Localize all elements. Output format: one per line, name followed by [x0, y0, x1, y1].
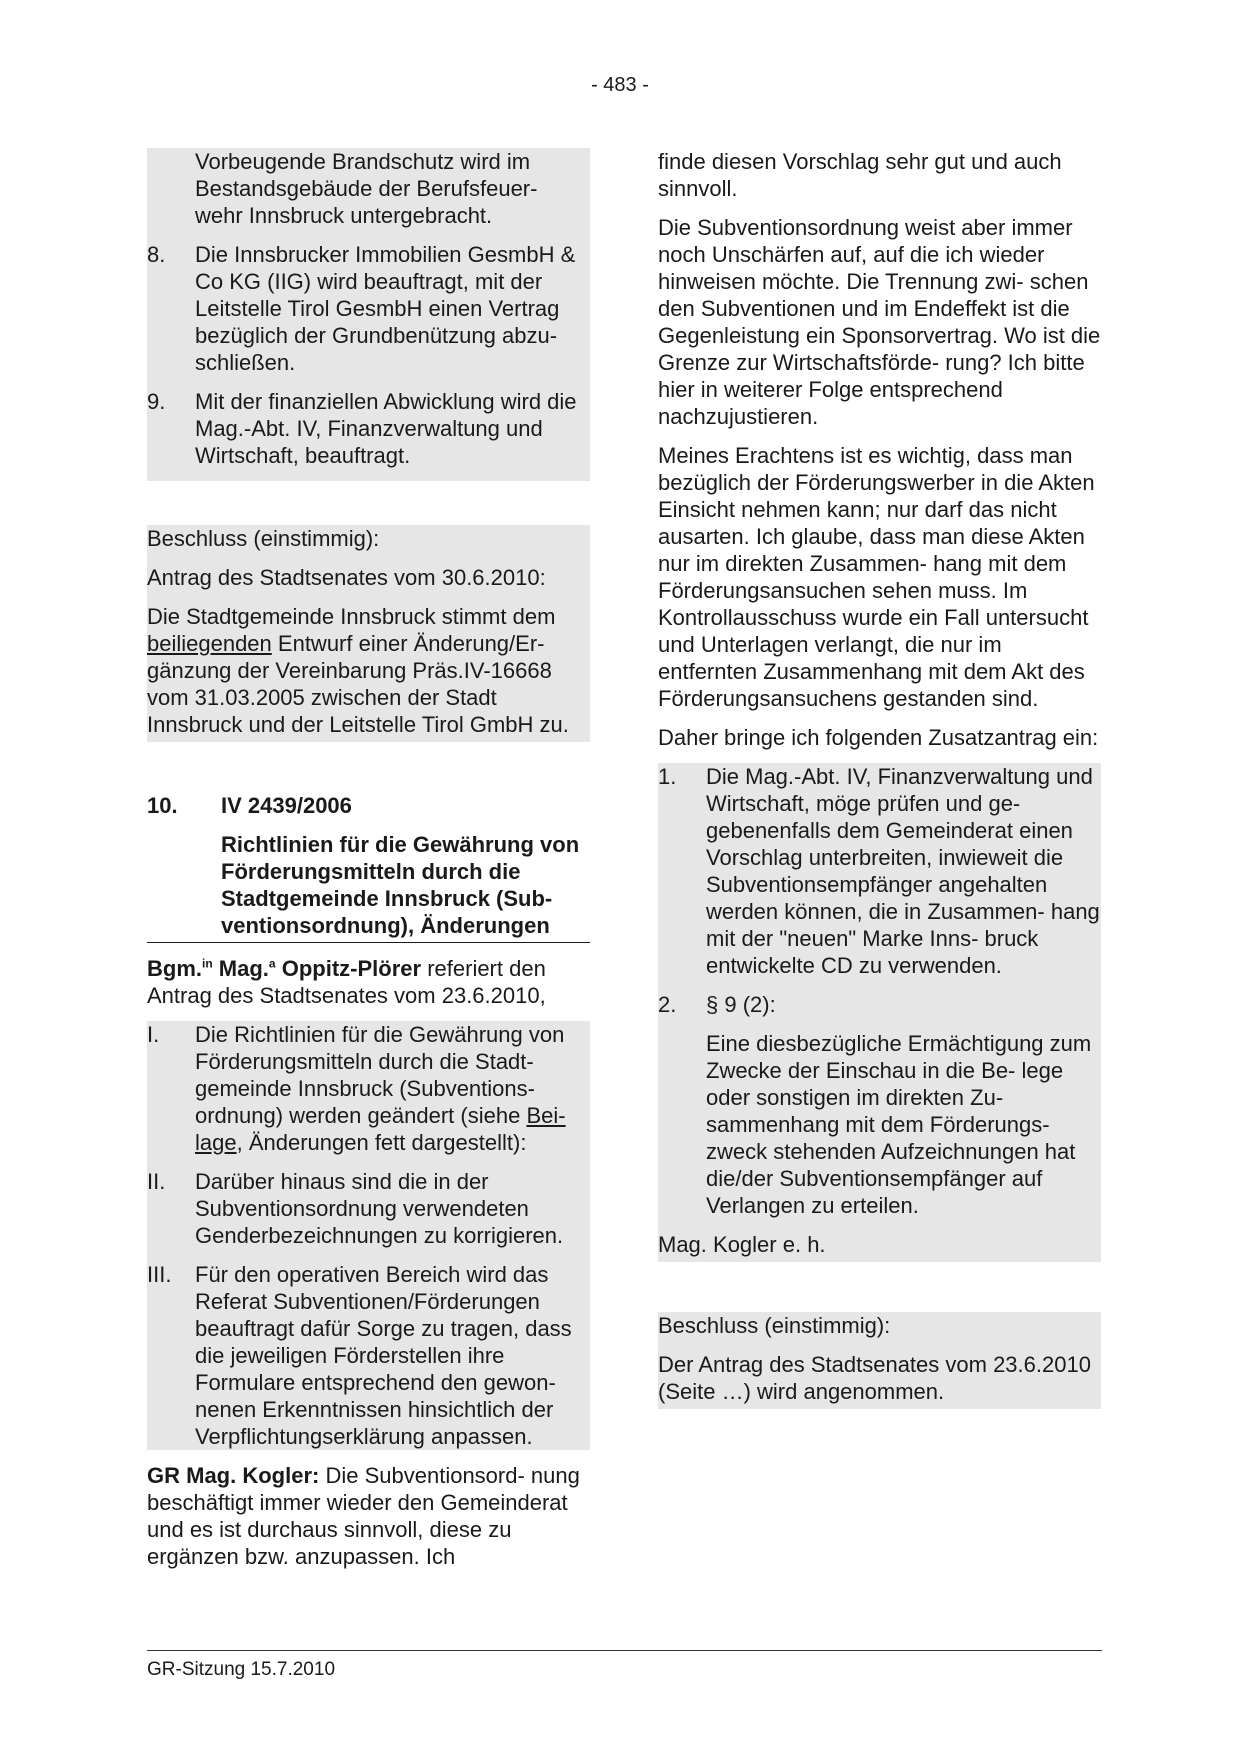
list-number: I. [147, 1022, 160, 1047]
list-text: Für den operativen Bereich wird das Referat Subventionen/Förderungen beauftragt dafür Sorge zu tragen, dass die jeweiligen Förderstellen ihre Formulare entsprechend den gewon- nenen Erkenntnissen hinsichtlich der Verpflichtungserklärung anpassen. [195, 1262, 572, 1449]
resolution-text-post: Entwurf einer Änderung/Er- gänzung der Vereinbarung Präs.IV-16668 vom 31.03.2005 zwischen der Stadt Innsbruck und der Leitstelle Tirol GmbH zu. [147, 631, 569, 737]
list-text: Die Innsbrucker Immobilien GesmbH & Co KG (IIG) wird beauftragt, mit der Leitstelle Tirol GesmbH einen Vertrag bezüglich der Grundbenützung abzu- schließen. [195, 242, 576, 375]
motion-list [147, 1021, 590, 1450]
paragraph: Meines Erachtens ist es wichtig, dass man bezüglich der Förderungswerber in die Akten Einsicht nehmen kann; nur darf das nicht ausarten. Ich glaube, dass man diese Akten nur im direkten Zusammen- hang mit dem Förderungsansuchen sehen muss. Im Kontrollausschuss wurde ein Fall untersucht und Unterlagen verlangt, die nur im entfernten Zusammenhang mit dem Akt des Förderungsansuchens gestanden sind. [658, 443, 1095, 711]
list-item [147, 241, 590, 376]
list-item [147, 388, 590, 469]
speaker-paragraph [147, 955, 590, 1009]
decision-list-continuation [147, 148, 590, 481]
list-text-post: , Änderungen fett dargestellt): [236, 1130, 527, 1155]
agenda-title: Richtlinien für die Gewährung von Förderungsmitteln durch die Stadtgemeinde Innsbruck (Sub- ventionsordnung), Änderungen [147, 831, 590, 943]
list-text: § 9 (2): [706, 992, 776, 1017]
resolution-text-pre: Die Stadtgemeinde Innsbruck stimmt dem [147, 604, 556, 629]
list-number: 1. [658, 764, 677, 789]
kogler-speaker: GR Mag. Kogler: [147, 1463, 320, 1488]
list-text-underlined: Bei- lage [195, 1103, 566, 1155]
additional-motion-list [658, 763, 1101, 1262]
list-number: 2. [658, 992, 677, 1017]
agenda-number-row [147, 792, 590, 819]
list-number: 8. [147, 242, 166, 267]
list-text: Mit der finanziellen Abwicklung wird die Mag.-Abt. IV, Finanzverwaltung und Wirtschaft, beauftragt. [195, 389, 577, 468]
footer: GR-Sitzung 15.7.2010 [147, 1659, 336, 1680]
list-number: 9. [147, 389, 166, 414]
kogler-text: Die Subventionsord- nung beschäftigt immer wieder den Gemeinderat und es ist durchaus sinnvoll, diese zu ergänzen bzw. anzupassen. Ich [147, 1463, 580, 1569]
paragraph: Die Subventionsordnung weist aber immer noch Unschärfen auf, auf die ich wieder hinweisen möchte. Die Trennung zwi- schen den Subventionen und im Endeffekt ist die Gegenleistung ein Sponsorvertrag. Wo ist die Grenze zur Wirtschaftsförde- rung? Ich bitte hier in weiterer Folge entsprechend nachzujustieren. [658, 215, 1101, 429]
speaker-text: referiert den Antrag des Stadtsenates vom 23.6.2010, [147, 956, 546, 1008]
resolution-text [147, 603, 590, 738]
list-item [147, 1261, 590, 1450]
speaker-name: Oppitz-Plörer [281, 956, 422, 981]
list-number: III. [147, 1262, 172, 1287]
agenda-number: 10. [147, 793, 178, 818]
paragraph: finde diesen Vorschlag sehr gut und auch sinnvoll. [658, 149, 1062, 201]
right-column [658, 148, 1101, 1409]
page-number: - 483 - [591, 74, 649, 96]
resolution-label: Beschluss (einstimmig): [147, 526, 380, 551]
list-text: Darüber hinaus sind die in der Subventionsordnung verwendeten Genderbezeichnungen zu korrigieren. [195, 1169, 564, 1248]
list-text [195, 1021, 590, 1156]
list-text: Die Mag.-Abt. IV, Finanzverwaltung und Wirtschaft, möge prüfen und ge- gebenenfalls dem Gemeinderat einen Vorschlag unterbreiten, inwieweit die Subventionsempfänger angehalten werden können, die in Zusammen- hang mit der "neuen" Marke Inns- bruck entwickelte CD zu verwenden. [706, 764, 1100, 978]
item-2-body: Eine diesbezügliche Ermächtigung zum Zwecke der Einschau in die Be- lege oder sonstigen im direkten Zu- sammenhang mit dem Förderungs- zweck stehenden Aufzeichnungen hat die/der Subventionsempfänger auf Verlangen zu erteilen. [706, 1031, 1092, 1218]
resolution-underlined: beiliegenden [147, 631, 272, 656]
paragraph: Daher bringe ich folgenden Zusatzantrag ein: [658, 725, 1099, 750]
speaker-mag-suffix: a [268, 956, 276, 971]
list-item [658, 991, 1101, 1018]
list-item [658, 763, 1101, 979]
motion-line: Antrag des Stadtsenates vom 30.6.2010: [147, 565, 546, 590]
list-item [147, 1168, 590, 1249]
item-7-continuation: Vorbeugende Brandschutz wird im Bestandsgebäude der Berufsfeuer- wehr Innsbruck untergebracht. [195, 149, 538, 228]
list-number: II. [147, 1169, 166, 1194]
speaker-title [147, 956, 421, 981]
kogler-paragraph [147, 1462, 590, 1570]
speaker-mag: Mag. [218, 956, 269, 981]
resolution-block [147, 525, 590, 742]
resolution-text: Der Antrag des Stadtsenates vom 23.6.2010 (Seite …) wird angenommen. [658, 1352, 1091, 1404]
agenda-reference: IV 2439/2006 [221, 793, 352, 818]
speaker-bgm-suffix: in [202, 956, 213, 971]
agenda-item-heading [147, 792, 590, 943]
resolution-label: Beschluss (einstimmig): [658, 1313, 891, 1338]
footer-divider [147, 1650, 1102, 1651]
signature: Mag. Kogler e. h. [658, 1232, 826, 1257]
list-text-pre: Die Richtlinien für die Gewährung von Förderungsmitteln durch die Stadt- gemeinde Innsbruck (Subventions- ordnung) werden geändert (siehe [195, 1022, 565, 1128]
resolution-block [658, 1312, 1101, 1409]
speaker-bgm: Bgm. [147, 956, 202, 981]
left-column [147, 148, 590, 1570]
list-item [147, 1021, 590, 1156]
